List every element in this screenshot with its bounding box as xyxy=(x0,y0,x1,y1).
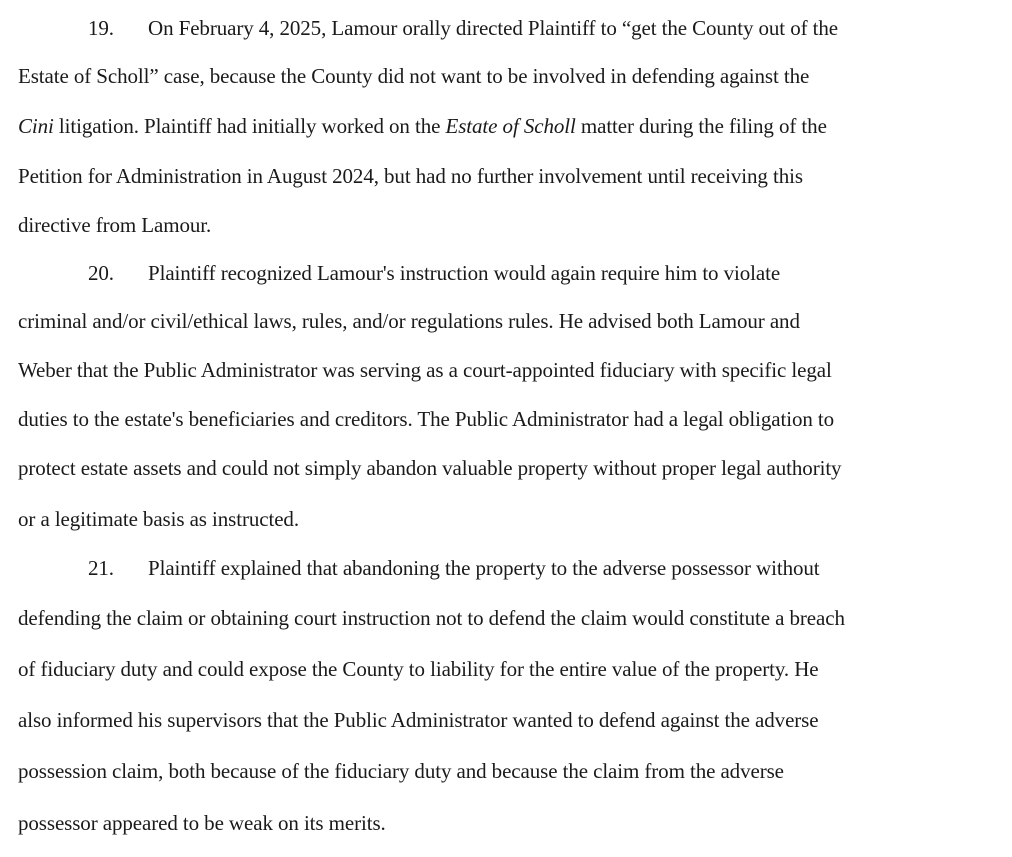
paragraph-20-line-4: duties to the estate's beneficiaries and creditors. The Public Administrator had a legal obligation to xyxy=(18,407,835,431)
paragraph-20-line-3: Weber that the Public Administrator was serving as a court-appointed fiduciary with specific legal xyxy=(18,358,832,382)
paragraph-19-line-3 xyxy=(18,114,1004,138)
paragraph-21-line-2: defending the claim or obtaining court instruction not to defend the claim would constitute a breach xyxy=(18,606,845,630)
paragraph-20-line-1 xyxy=(18,261,1004,285)
paragraph-20-line-2: criminal and/or civil/ethical laws, rules, and/or regulations rules. He advised both Lamour and xyxy=(18,309,800,333)
paragraph-21-line-6: possessor appeared to be weak on its merits. xyxy=(18,811,386,835)
paragraph-21-line-1 xyxy=(18,556,1004,580)
paragraph-number: 21. xyxy=(88,556,114,580)
paragraph-19-line-2: Estate of Scholl” case, because the County did not want to be involved in defending against the xyxy=(18,64,810,88)
line-text: Plaintiff explained that abandoning the property to the adverse possessor without xyxy=(148,556,820,580)
line-text: On February 4, 2025, Lamour orally directed Plaintiff to “get the County out of the xyxy=(148,16,838,40)
paragraph-19-line-4: Petition for Administration in August 2024, but had no further involvement until receiving this xyxy=(18,164,803,188)
line-text: Plaintiff recognized Lamour's instruction would again require him to violate xyxy=(148,261,781,285)
paragraph-21-line-4: also informed his supervisors that the Public Administrator wanted to defend against the adverse xyxy=(18,708,819,732)
paragraph-19-line-1 xyxy=(18,16,1004,40)
paragraph-19-line-5: directive from Lamour. xyxy=(18,213,212,237)
italic-case-name: Cini xyxy=(18,114,54,138)
italic-case-name: Estate of Scholl xyxy=(445,114,576,138)
paragraph-20-line-5: protect estate assets and could not simply abandon valuable property without proper legal authority xyxy=(18,456,842,480)
line-text-rich: Cini litigation. Plaintiff had initially worked on the Estate of Scholl matter during the filing of the xyxy=(18,114,827,138)
paragraph-number: 20. xyxy=(88,261,114,285)
paragraph-21-line-3: of fiduciary duty and could expose the County to liability for the entire value of the property. He xyxy=(18,657,819,681)
paragraph-20-line-6: or a legitimate basis as instructed. xyxy=(18,507,299,531)
paragraph-number: 19. xyxy=(88,16,114,40)
paragraph-21-line-5: possession claim, both because of the fiduciary duty and because the claim from the adverse xyxy=(18,759,784,783)
